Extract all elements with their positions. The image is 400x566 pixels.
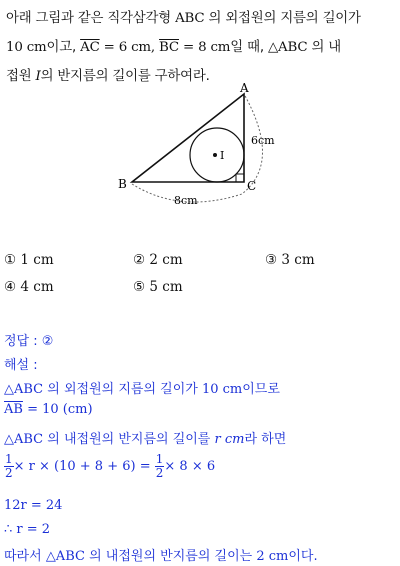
triangle-symbol: △ABC (4, 432, 44, 447)
solution-step-2 (4, 402, 93, 417)
solution-heading: 해설 : (4, 358, 38, 373)
question-text-part: 아래 그림과 같은 직각삼각형 (6, 11, 176, 26)
label-c: C (247, 179, 257, 193)
label-b: B (118, 177, 127, 191)
question-text-part: 일 때, (230, 40, 268, 55)
fraction-half (4, 453, 14, 480)
question-text-part: 이고, (46, 40, 81, 55)
radius-value: 2 cm (256, 549, 289, 564)
triangle-symbol: △ABC (267, 40, 308, 55)
solution-step-1 (4, 378, 280, 397)
solution-conclusion (4, 545, 318, 564)
question-line-1 (6, 4, 396, 33)
solution-step-3 (4, 428, 286, 447)
question-text-part: 의 내 (307, 40, 342, 55)
segment-ab: $\overline{AB}$ (4, 402, 23, 417)
fraction-denominator: 2 (155, 466, 164, 480)
choice-2[interactable]: ② 2 cm (133, 252, 183, 268)
choice-4[interactable]: ④ 4 cm (4, 279, 54, 295)
label-bc-length: 8cm (174, 194, 198, 207)
solution-step-5: 12r = 24 (4, 498, 63, 513)
bc-value: = 8 cm (178, 40, 231, 55)
solution-text: 라 하면 (244, 432, 287, 447)
right-angle-mark (236, 174, 244, 182)
choice-5[interactable]: ⑤ 5 cm (133, 279, 183, 295)
solution-step-4 (4, 453, 215, 480)
triangle-name: ABC (175, 11, 205, 26)
fraction-numerator: 1 (5, 452, 13, 466)
question-text (6, 4, 396, 91)
question-line-2 (6, 33, 396, 62)
solution-text: 의 내접원의 반지름의 길이를 (43, 432, 215, 447)
fraction-half (155, 453, 165, 480)
label-a: A (240, 82, 249, 95)
radius-variable: r cm (214, 432, 245, 447)
solution-step-6: ∴ r = 2 (4, 522, 51, 537)
diameter-value: 10 cm (201, 382, 243, 397)
equation-end: × 8 × 6 (164, 459, 216, 474)
solution-text: 이므로 (242, 382, 280, 397)
fraction-denominator: 2 (5, 466, 13, 480)
incenter-point (213, 153, 217, 157)
question-text-part: 의 외접원의 지름의 길이가 (204, 11, 361, 26)
choice-1[interactable]: ① 1 cm (4, 252, 54, 268)
ab-value: = 10 (cm) (22, 402, 93, 417)
label-i: I (220, 149, 225, 162)
solution-text: 따라서 (4, 549, 46, 564)
equation-middle: × r × (10 + 8 + 6) = (13, 459, 155, 474)
choice-3[interactable]: ③ 3 cm (265, 252, 315, 268)
label-ac-length: 6cm (251, 134, 275, 147)
fraction-numerator: 1 (155, 452, 164, 466)
diameter-value: 10 cm (6, 40, 47, 55)
triangle-symbol: △ABC (4, 382, 44, 397)
right-triangle (132, 94, 244, 182)
ac-value: = 6 cm, (99, 40, 160, 55)
triangle-symbol: △ABC (45, 549, 85, 564)
solution-text: 이다. (288, 549, 318, 564)
segment-bc: $\overline{BC}$ (159, 40, 179, 55)
solution-text: 의 외접원의 지름의 길이가 (43, 382, 202, 397)
answer-line: 정답 : ② (4, 334, 54, 349)
question-text-part: 접원 (6, 69, 36, 84)
solution-text: 의 내접원의 반지름의 길이는 (84, 549, 257, 564)
segment-ac: $\overline{AC}$ (80, 40, 100, 55)
triangle-figure (110, 82, 290, 207)
incenter-label: I (35, 69, 41, 84)
question-text-part: 의 반지름의 길이를 구하여라. (40, 69, 210, 84)
